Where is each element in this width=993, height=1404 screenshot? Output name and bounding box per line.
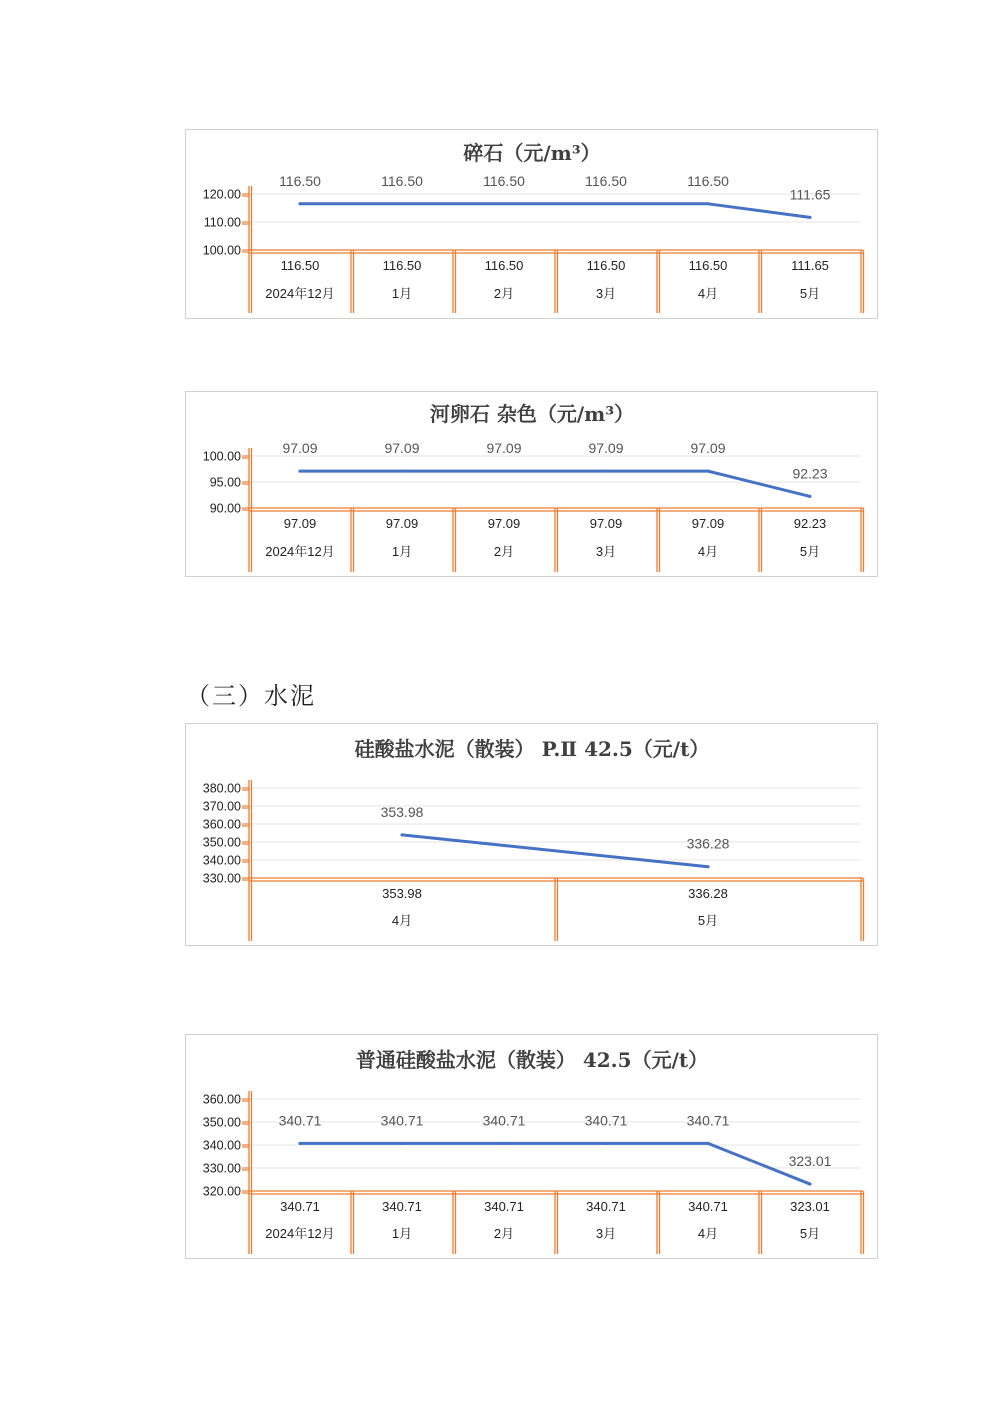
data-point [299,202,302,205]
data-point [401,202,404,205]
data-point [401,1142,404,1145]
data-point [707,1142,710,1145]
data-label: 116.50 [279,172,321,189]
series-line [300,204,810,218]
table-value-cell: 336.28 [688,886,728,901]
chart-svg [186,724,879,947]
data-label: 116.50 [381,172,423,189]
chart-title: 河卵石 杂色（元/m³） [429,402,635,426]
data-label: 353.98 [380,803,424,820]
data-label: 336.28 [686,835,730,852]
x-category-label: 5月 [697,913,719,928]
table-value-cell: 340.71 [586,1199,626,1214]
data-label: 97.09 [588,440,624,457]
data-point [809,495,812,498]
x-category-label: 1月 [391,286,413,301]
series-line [402,835,708,867]
x-category-label: 5月 [799,1226,821,1241]
chart-portland-cement [185,723,878,946]
x-category-label: 2月 [493,286,515,301]
section-heading: （三）水泥 [186,682,316,710]
y-tick-label: 100.00 [202,449,241,464]
y-tick-label: 90.00 [209,501,241,516]
table-value-cell: 92.23 [793,516,827,531]
y-tick-label: 370.00 [202,799,241,814]
y-tick-label: 380.00 [202,781,241,796]
data-label: 97.09 [282,440,318,457]
data-point [503,470,506,473]
data-point [401,470,404,473]
series-line [300,1143,810,1184]
table-value-cell: 97.09 [385,516,419,531]
data-label: 111.65 [789,186,831,203]
data-point [809,1183,812,1186]
table-value-cell: 97.09 [283,516,317,531]
x-category-label: 4月 [697,544,719,559]
x-category-label: 3月 [595,544,617,559]
x-category-label: 2月 [493,544,515,559]
data-label: 92.23 [792,465,828,482]
chart-river-pebble [185,391,878,577]
data-point [605,202,608,205]
x-category-label: 2024年12月 [265,544,335,559]
table-value-cell: 116.50 [382,258,422,273]
y-tick-label: 100.00 [202,243,241,258]
y-tick-label: 360.00 [202,817,241,832]
data-label: 340.71 [482,1112,526,1129]
data-point [809,216,812,219]
y-tick-label: 330.00 [202,871,241,886]
data-point [503,1142,506,1145]
data-label: 340.71 [686,1112,730,1129]
y-tick-label: 330.00 [202,1161,241,1176]
data-point [605,1142,608,1145]
table-value-cell: 323.01 [790,1199,830,1214]
data-label: 97.09 [486,440,522,457]
table-value-cell: 116.50 [586,258,626,273]
chart-title: 普通硅酸盐水泥（散装） 42.5（元/t） [355,1048,709,1072]
x-category-label: 5月 [799,286,821,301]
data-label: 116.50 [687,172,729,189]
x-category-label: 2月 [493,1226,515,1241]
chart-svg [186,130,879,320]
data-label: 116.50 [483,172,525,189]
table-value-cell: 97.09 [691,516,725,531]
x-category-label: 4月 [697,1226,719,1241]
y-tick-label: 350.00 [202,835,241,850]
y-tick-label: 95.00 [209,475,241,490]
table-value-cell: 116.50 [688,258,728,273]
x-category-label: 5月 [799,544,821,559]
y-tick-label: 120.00 [202,187,241,202]
x-category-label: 1月 [391,1226,413,1241]
table-value-cell: 340.71 [484,1199,524,1214]
chart-crushed-stone [185,129,878,319]
data-point [605,470,608,473]
table-value-cell: 340.71 [688,1199,728,1214]
data-label: 340.71 [278,1112,322,1129]
x-category-label: 3月 [595,286,617,301]
y-tick-label: 360.00 [202,1092,241,1107]
chart-title: 硅酸盐水泥（散装） P.Ⅱ 42.5（元/t） [354,737,710,761]
data-label: 97.09 [690,440,726,457]
table-value-cell: 340.71 [382,1199,422,1214]
data-point [707,470,710,473]
data-point [299,470,302,473]
data-label: 323.01 [788,1153,832,1170]
y-tick-label: 350.00 [202,1115,241,1130]
table-value-cell: 340.71 [280,1199,320,1214]
chart-svg [186,1035,879,1260]
y-tick-label: 340.00 [202,853,241,868]
data-point [401,833,404,836]
series-line [300,471,810,496]
x-category-label: 4月 [391,913,413,928]
data-point [299,1142,302,1145]
data-label: 340.71 [380,1112,424,1129]
data-point [707,865,710,868]
data-point [707,202,710,205]
chart-svg [186,392,879,578]
table-value-cell: 111.65 [791,258,829,273]
y-tick-label: 340.00 [202,1138,241,1153]
chart-ordinary-portland-cement [185,1034,878,1259]
x-category-label: 4月 [697,286,719,301]
x-category-label: 2024年12月 [265,1226,335,1241]
data-label: 97.09 [384,440,420,457]
x-category-label: 3月 [595,1226,617,1241]
y-tick-label: 320.00 [202,1184,241,1199]
x-category-label: 2024年12月 [265,286,335,301]
x-category-label: 1月 [391,544,413,559]
y-tick-label: 110.00 [203,215,241,230]
table-value-cell: 97.09 [589,516,623,531]
data-label: 116.50 [585,172,627,189]
table-value-cell: 353.98 [382,886,422,901]
data-label: 340.71 [584,1112,628,1129]
chart-title: 碎石（元/m³） [463,141,601,165]
table-value-cell: 116.50 [484,258,524,273]
data-point [503,202,506,205]
table-value-cell: 97.09 [487,516,521,531]
table-value-cell: 116.50 [280,258,320,273]
